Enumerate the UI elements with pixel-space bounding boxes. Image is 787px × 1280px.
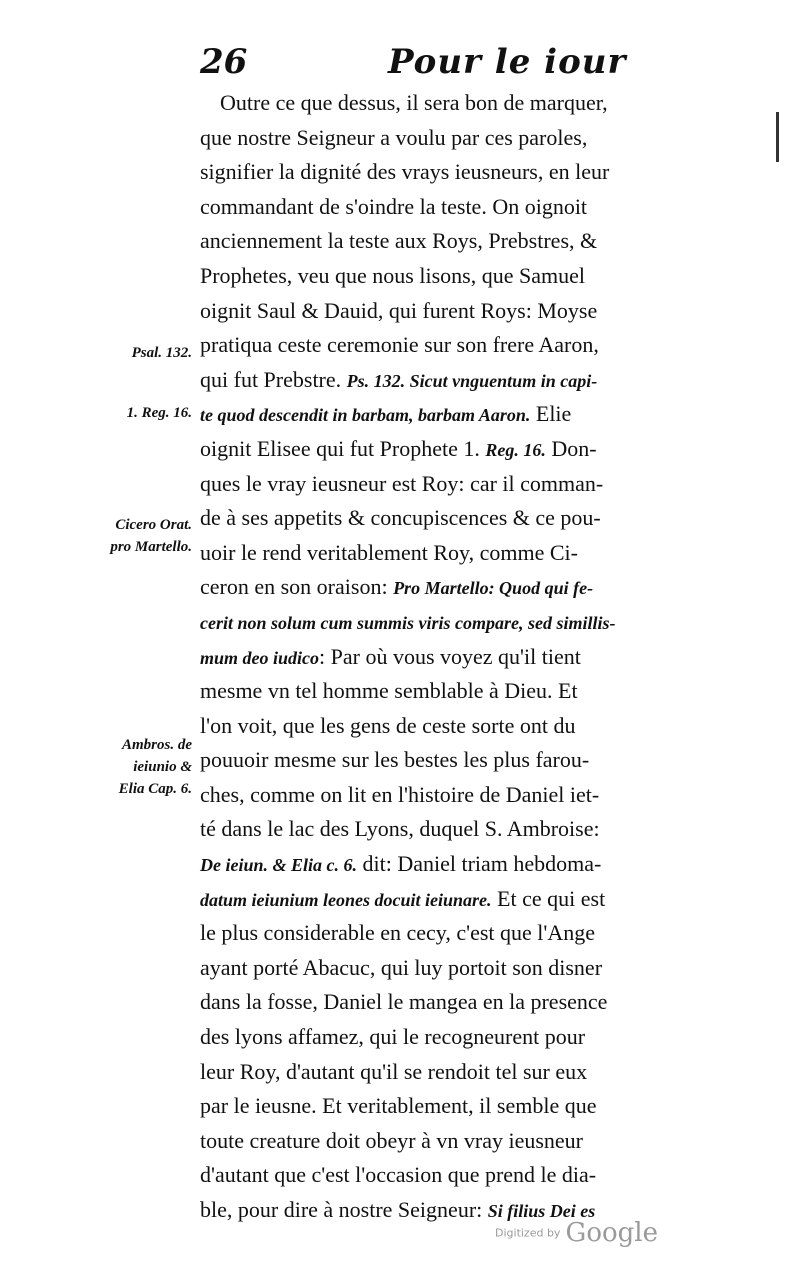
line-tail: Don- — [545, 435, 597, 461]
marginal-note-line: pro Martello. — [110, 539, 192, 555]
page-edge-mark — [776, 112, 779, 162]
text-line — [200, 951, 720, 986]
watermark-prefix: Digitized by — [495, 1226, 561, 1240]
text-line — [200, 916, 720, 951]
line-text: ceron en son oraison: — [200, 574, 394, 600]
line-text: uoir le rend veritablement Roy, comme Ci- — [200, 539, 578, 565]
line-text: Outre ce que dessus, il sera bon de marquer, — [220, 90, 608, 115]
marginal-note-line: Ambros. de — [121, 737, 192, 753]
line-text: anciennement la teste aux Roys, Prebstres, & — [200, 228, 598, 254]
watermark-brand: Google — [565, 1218, 658, 1248]
text-line — [200, 570, 720, 605]
line-tail: Et ce qui est — [491, 885, 606, 911]
text-line — [200, 363, 720, 398]
marginal-note-line: Cicero Orat. — [115, 517, 192, 533]
google-watermark — [495, 1218, 658, 1248]
text-line — [200, 328, 720, 363]
marginal-note-line: Psal. 132. — [131, 345, 192, 361]
text-line — [200, 467, 720, 502]
line-italic: datum ieiunium leones docuit ieiunare. — [200, 889, 492, 910]
line-text: ches, comme on lit en l'histoire de Daniel iet- — [200, 781, 600, 807]
text-line — [200, 640, 720, 675]
text-line — [200, 397, 720, 432]
line-text: leur Roy, d'autant qu'il se rendoit tel sur eux — [200, 1058, 588, 1084]
line-text: des lyons affamez, qui le recogneurent pour — [200, 1024, 586, 1050]
line-text: ques le vray ieusneur est Roy: car il comman- — [200, 470, 604, 496]
line-italic: Si filius Dei es — [487, 1201, 596, 1221]
line-text: toute creature doit obeyr à vn vray ieusneur — [200, 1127, 584, 1153]
text-line — [200, 605, 720, 640]
running-head: Pour le iour — [388, 42, 627, 82]
line-text: té dans le lac des Lyons, duquel S. Ambroise: — [200, 816, 600, 842]
line-text: ble, pour dire à nostre Seigneur: — [200, 1197, 488, 1222]
text-line — [200, 155, 720, 190]
line-text: de à ses appetits & concupiscences & ce pou- — [200, 505, 601, 531]
line-text: Prophetes, veu que nous lisons, que Samuel — [200, 262, 585, 288]
marginal-note-line: 1. Reg. 16. — [126, 405, 192, 421]
line-italic: Ps. 132. Sicut vnguentum in capi- — [346, 370, 598, 391]
text-line — [200, 709, 720, 744]
line-italic: Reg. 16. — [485, 439, 546, 460]
text-line — [200, 1124, 720, 1159]
text-line — [200, 985, 720, 1020]
page-header — [200, 42, 720, 86]
text-line — [200, 812, 720, 847]
marginal-note — [127, 402, 192, 424]
line-text: par le ieusne. Et veritablement, il semble que — [200, 1093, 597, 1119]
text-line — [200, 501, 720, 536]
line-tail: Elie — [530, 401, 572, 427]
line-text: pratiqua ceste ceremonie sur son frere Aaron, — [200, 332, 599, 358]
line-text: signifier la dignité des vrays ieusneurs, en leur — [200, 159, 610, 185]
text-line — [200, 121, 720, 156]
marginal-note — [119, 734, 192, 800]
line-italic: Pro Martello: Quod qui fe- — [393, 578, 594, 599]
text-line — [200, 1158, 720, 1193]
marginal-note — [132, 342, 192, 364]
line-tail: : Par où vous voyez qu'il tient — [319, 643, 581, 669]
text-line — [200, 536, 720, 571]
text-line — [200, 1089, 720, 1124]
text-line — [200, 743, 720, 778]
line-text: qui fut Prebstre. — [200, 366, 347, 392]
text-line — [200, 190, 720, 225]
text-line — [200, 259, 720, 294]
marginal-note-line: ieiunio & — [133, 759, 192, 775]
line-italic: De ieiun. & Elia c. 6. — [200, 855, 357, 876]
line-italic: te quod descendit in barbam, barbam Aaron. — [200, 405, 531, 426]
text-line — [200, 294, 720, 329]
body-text — [200, 86, 720, 1228]
text-line — [200, 432, 720, 467]
marginal-note-line: Elia Cap. 6. — [118, 781, 192, 797]
text-line — [200, 882, 720, 917]
line-text: oignit Saul & Dauid, qui furent Roys: Moyse — [200, 297, 598, 323]
text-line — [200, 1020, 720, 1055]
text-line — [200, 224, 720, 259]
line-tail: dit: Daniel triam hebdoma- — [357, 851, 602, 877]
line-text: oignit Elisee qui fut Prophete 1. — [200, 435, 486, 461]
text-line — [200, 86, 720, 121]
line-text: l'on voit, que les gens de ceste sorte ont du — [200, 712, 576, 738]
line-text: pouuoir mesme sur les bestes les plus farou- — [200, 747, 590, 773]
line-italic: mum deo iudico — [200, 647, 320, 668]
text-line — [200, 778, 720, 813]
line-text: mesme vn tel homme semblable à Dieu. Et — [200, 678, 578, 704]
line-italic: cerit non solum cum summis viris compare, sed simillis- — [200, 612, 616, 633]
marginal-note — [110, 514, 192, 558]
line-text: dans la fosse, Daniel le mangea en la presence — [200, 989, 608, 1015]
line-text: le plus considerable en cecy, c'est que l'Ange — [200, 920, 596, 946]
line-text: que nostre Seigneur a voulu par ces paroles, — [200, 124, 588, 150]
text-line — [200, 1055, 720, 1090]
text-line — [200, 674, 720, 709]
page-number: 26 — [200, 42, 248, 82]
text-line — [200, 847, 720, 882]
line-text: ayant porté Abacuc, qui luy portoit son disner — [200, 954, 603, 980]
line-text: commandant de s'oindre la teste. On oignoit — [200, 193, 588, 219]
line-text: d'autant que c'est l'occasion que prend le dia- — [200, 1162, 597, 1188]
